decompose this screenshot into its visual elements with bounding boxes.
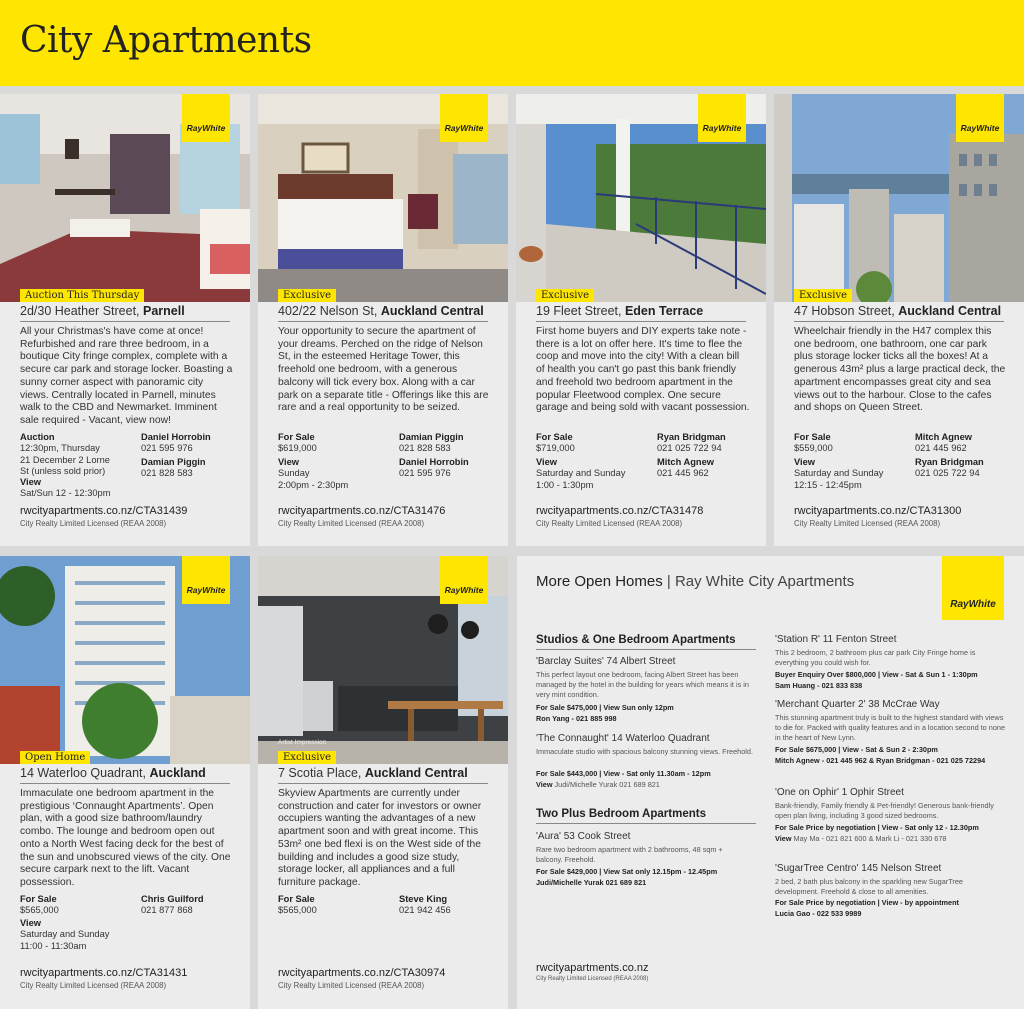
sale-value: $565,000 [278, 905, 317, 915]
section-heading-two-plus: Two Plus Bedroom Apartments [536, 808, 756, 824]
listing-card-fleet-street[interactable] [516, 94, 766, 546]
listing-address: 19 Fleet Street, Eden Terrace [536, 304, 746, 322]
sale-value: 12:30pm, Thursday 21 December 2 Lorne St (unless sold prior) [20, 443, 110, 476]
open-home-title[interactable]: 'Merchant Quarter 2' 38 McCrae Way [775, 699, 940, 710]
agent-phone: 021 025 722 94 [657, 443, 722, 453]
agent-phone: 021 445 962 [657, 468, 709, 478]
raywhite-logo: RayWhite [182, 556, 230, 604]
agent-phone: 021 025 722 94 [915, 468, 980, 478]
listing-card-nelson-st[interactable] [258, 94, 508, 546]
listing-photo [516, 94, 766, 302]
open-home-title[interactable]: 'Station R' 11 Fenton Street [775, 634, 897, 645]
listing-url[interactable]: rwcityapartments.co.nz/CTA31439 [20, 505, 188, 517]
listing-photo [258, 556, 508, 764]
view-label: View [20, 918, 42, 928]
agent-phone: 021 828 583 [399, 443, 451, 453]
open-home-price: For Sale $429,000 | View Sat only 12.15pm - 12.45pm [536, 867, 718, 876]
sale-value: $619,000 [278, 443, 317, 453]
more-url[interactable]: rwcityapartments.co.nz [536, 962, 649, 974]
open-home-contact: View May Ma - 021 821 600 & Mark Li - 021 330 678 [775, 834, 947, 843]
listing-address: 402/22 Nelson St, Auckland Central [278, 304, 488, 322]
listing-url[interactable]: rwcityapartments.co.nz/CTA31300 [794, 505, 962, 517]
listing-card-scotia-place[interactable] [258, 556, 508, 1009]
listing-description: Wheelchair friendly in the H47 complex this one bedroom, one bathroom, one car park plus storage locker ticks all the boxes! At a generous 43m² plus a large practical deck, the apartment encompasses great city and sea views out to the harbour. Close to the cafes and shops on Queen Street. [794, 326, 1006, 414]
open-home-title[interactable]: 'Aura' 53 Cook Street [536, 831, 631, 842]
open-home-price: For Sale $443,000 | View - Sat only 11.30am - 12pm [536, 769, 711, 778]
sale-label: For Sale [278, 894, 315, 904]
open-home-desc: 2 bed, 2 bath plus balcony in the sparkling new SugarTree development. Freehold & close to all amenities. [775, 877, 963, 896]
listing-address: 7 Scotia Place, Auckland Central [278, 766, 488, 784]
raywhite-logo: RayWhite [956, 94, 1004, 142]
sale-label: For Sale [536, 432, 573, 442]
more-open-homes-panel [517, 556, 1024, 1009]
open-home-desc: Rare two bedroom apartment with 2 bathrooms, 48 sqm + balcony. Freehold. [536, 845, 723, 864]
open-home-title[interactable]: 'SugarTree Centro' 145 Nelson Street [775, 863, 942, 874]
agent-name: Ryan Bridgman [657, 432, 726, 442]
view-label: View [794, 457, 816, 467]
raywhite-logo: RayWhite [698, 94, 746, 142]
sale-label: For Sale [278, 432, 315, 442]
sale-label: For Sale [794, 432, 831, 442]
agent-name: Chris Guilford [141, 894, 204, 904]
view-value: Saturday and Sunday 1:00 - 1:30pm [536, 468, 626, 490]
open-home-price: For Sale $475,000 | View Sun only 12pm [536, 703, 674, 712]
more-title: More Open Homes | Ray White City Apartments [536, 573, 855, 590]
listing-description: All your Christmas's have come at once! Refurbished and rare three bedroom, in a boutique City fringe complex, complete with a secure car park and storage locker. Boasting a sunny corner aspect with panoramic city views. Centrally located in Parnell, minutes walk to the CBD and Newmarket. Imminent sale required - Vacant, view now! [20, 326, 233, 426]
open-home-desc: Immaculate studio with spacious balcony stunning views. Freehold. [536, 747, 753, 756]
open-home-contact: Ron Yang - 021 885 998 [536, 714, 617, 723]
license-text: City Realty Limited Licensed (REAA 2008) [278, 519, 425, 528]
open-home-contact: Mitch Agnew - 021 445 962 & Ryan Bridgman - 021 025 72294 [775, 756, 986, 765]
open-home-title[interactable]: 'The Connaught' 14 Waterloo Quadrant [536, 733, 710, 744]
agent-name: Damian Piggin [399, 432, 464, 442]
listing-url[interactable]: rwcityapartments.co.nz/CTA30974 [278, 967, 446, 979]
open-home-contact: Sam Huang - 021 833 838 [775, 681, 863, 690]
sale-label: For Sale [20, 894, 57, 904]
listing-tag: Exclusive [278, 289, 336, 302]
listing-url[interactable]: rwcityapartments.co.nz/CTA31431 [20, 967, 188, 979]
agent-phone: 021 942 456 [399, 905, 451, 915]
agent-name: Daniel Horrobin [141, 432, 211, 442]
listing-url[interactable]: rwcityapartments.co.nz/CTA31476 [278, 505, 446, 517]
license-text: City Realty Limited Licensed (REAA 2008) [794, 519, 941, 528]
raywhite-logo: RayWhite [440, 94, 488, 142]
license-text: City Realty Limited Licensed (REAA 2008) [20, 519, 167, 528]
listing-url[interactable]: rwcityapartments.co.nz/CTA31478 [536, 505, 704, 517]
sale-label: Auction [20, 432, 55, 442]
raywhite-logo: RayWhite [942, 556, 1004, 620]
raywhite-logo: RayWhite [182, 94, 230, 142]
listing-description: Immaculate one bedroom apartment in the prestigious ‘Connaught Apartments’. Open plan, with a good size bathroom/laundry combo. The lounge and bedroom open out onto a North West facing deck for the best of the sun and unobscured views of the city. One secure carpark next to the lift. Vacant possession. [20, 788, 231, 888]
listing-tag: Exclusive [278, 751, 336, 764]
listing-tag: Auction This Thursday [20, 289, 144, 302]
sale-value: $719,000 [536, 443, 575, 453]
listing-photo [0, 556, 250, 764]
license-text: City Realty Limited Licensed (REAA 2008) [536, 976, 649, 982]
listing-photo [0, 94, 250, 302]
open-home-price: For Sale Price by negotiation | View - Sat only 12 - 12.30pm [775, 823, 979, 832]
listing-address: 47 Hobson Street, Auckland Central [794, 304, 1004, 322]
license-text: City Realty Limited Licensed (REAA 2008) [20, 981, 167, 990]
view-value: Saturday and Sunday 11:00 - 11:30am [20, 929, 110, 951]
open-home-price: For Sale $675,000 | View - Sat & Sun 2 - 2:30pm [775, 745, 938, 754]
agent-name: Ryan Bridgman [915, 457, 984, 467]
view-value: Sunday 2:00pm - 2:30pm [278, 468, 349, 490]
photo-caption: Artist Impression [278, 739, 327, 746]
open-home-contact: Judi/Michelle Yurak 021 689 821 [536, 878, 647, 887]
listing-photo [258, 94, 508, 302]
view-value: Sat/Sun 12 - 12:30pm [20, 488, 111, 498]
listing-description: First home buyers and DIY experts take note - there is a lot on offer here. It's time to flee the coop and move into the city! With a clean bill of health you can't go past this bank friendly and freehold two bedroom apartment in the popular Fleetwood complex. One secure garage and being sold with vacant possession. [536, 326, 750, 414]
section-heading-studios: Studios & One Bedroom Apartments [536, 634, 756, 650]
listing-tag: Exclusive [794, 289, 852, 302]
open-home-title[interactable]: 'One on Ophir' 1 Ophir Street [775, 787, 904, 798]
agent-phone: 021 595 976 [399, 468, 451, 478]
listing-card-waterloo-quadrant[interactable] [0, 556, 250, 1009]
listing-card-hobson-street[interactable] [774, 94, 1024, 546]
open-home-title[interactable]: 'Barclay Suites' 74 Albert Street [536, 656, 676, 667]
listing-tag: Exclusive [536, 289, 594, 302]
agent-name: Mitch Agnew [657, 457, 714, 467]
open-home-desc: This 2 bedroom, 2 bathroom plus car park City Fringe home is everything you could wish for. [775, 648, 976, 667]
open-home-desc: Bank-friendly, Family friendly & Pet-friendly! Generous bank-friendly open plan living, including 3 good sized bedrooms. [775, 801, 994, 820]
sale-value: $565,000 [20, 905, 59, 915]
license-text: City Realty Limited Licensed (REAA 2008) [536, 519, 683, 528]
agent-phone: 021 595 976 [141, 443, 193, 453]
listing-address: 2d/30 Heather Street, Parnell [20, 304, 230, 322]
listing-description: Skyview Apartments are currently under construction and cater for investors or owner occupiers wanting the advantages of a new apartment soon and with great income. This 53m² one bed flexi is on the West side of the building and includes a good size study, storage locker, all appliances and a full furniture package. [278, 788, 482, 888]
agent-name: Daniel Horrobin [399, 457, 469, 467]
open-home-desc: This stunning apartment truly is built to the highest standard with views to die for. Packed with quality features and in a location second to none in the heart of New Lynn. [775, 713, 1006, 742]
listing-photo [774, 94, 1024, 302]
listing-address: 14 Waterloo Quadrant, Auckland [20, 766, 230, 784]
open-home-contact: View Judi/Michelle Yurak 021 689 821 [536, 780, 660, 789]
sale-value: $559,000 [794, 443, 833, 453]
agent-name: Steve King [399, 894, 448, 904]
agent-name: Mitch Agnew [915, 432, 972, 442]
view-value: Saturday and Sunday 12:15 - 12:45pm [794, 468, 884, 490]
view-label: View [536, 457, 558, 467]
agent-phone: 021 877 868 [141, 905, 193, 915]
open-home-desc: This perfect layout one bedroom, facing Albert Street has been managed by the hotel in the building for years which means it is in very mint condition. [536, 670, 749, 699]
agent-name: Damian Piggin [141, 457, 206, 467]
agent-phone: 021 828 583 [141, 468, 193, 478]
raywhite-logo: RayWhite [440, 556, 488, 604]
license-text: City Realty Limited Licensed (REAA 2008) [278, 981, 425, 990]
listing-card-parnell[interactable] [0, 94, 250, 546]
view-label: View [278, 457, 300, 467]
page-title: City Apartments [20, 20, 312, 61]
listing-description: Your opportunity to secure the apartment of your dreams. Perched on the ridge of Nelson St, in the esteemed Heritage Tower, this freehold one bedroom, with a generous balcony will tick every box. Along with a car park on a separate title - Offerings like this are rare and a real opportunity to be seized. [278, 326, 489, 414]
open-home-price: Buyer Enquiry Over $800,000 | View - Sat & Sun 1 - 1:30pm [775, 670, 978, 679]
open-home-contact: Lucia Gao - 022 533 9989 [775, 909, 862, 918]
page-header [0, 0, 1024, 86]
open-home-price: For Sale Price by negotiation | View - by appointment [775, 898, 959, 907]
listing-tag: Open Home [20, 751, 90, 764]
view-label: View [20, 477, 42, 487]
agent-phone: 021 445 962 [915, 443, 967, 453]
